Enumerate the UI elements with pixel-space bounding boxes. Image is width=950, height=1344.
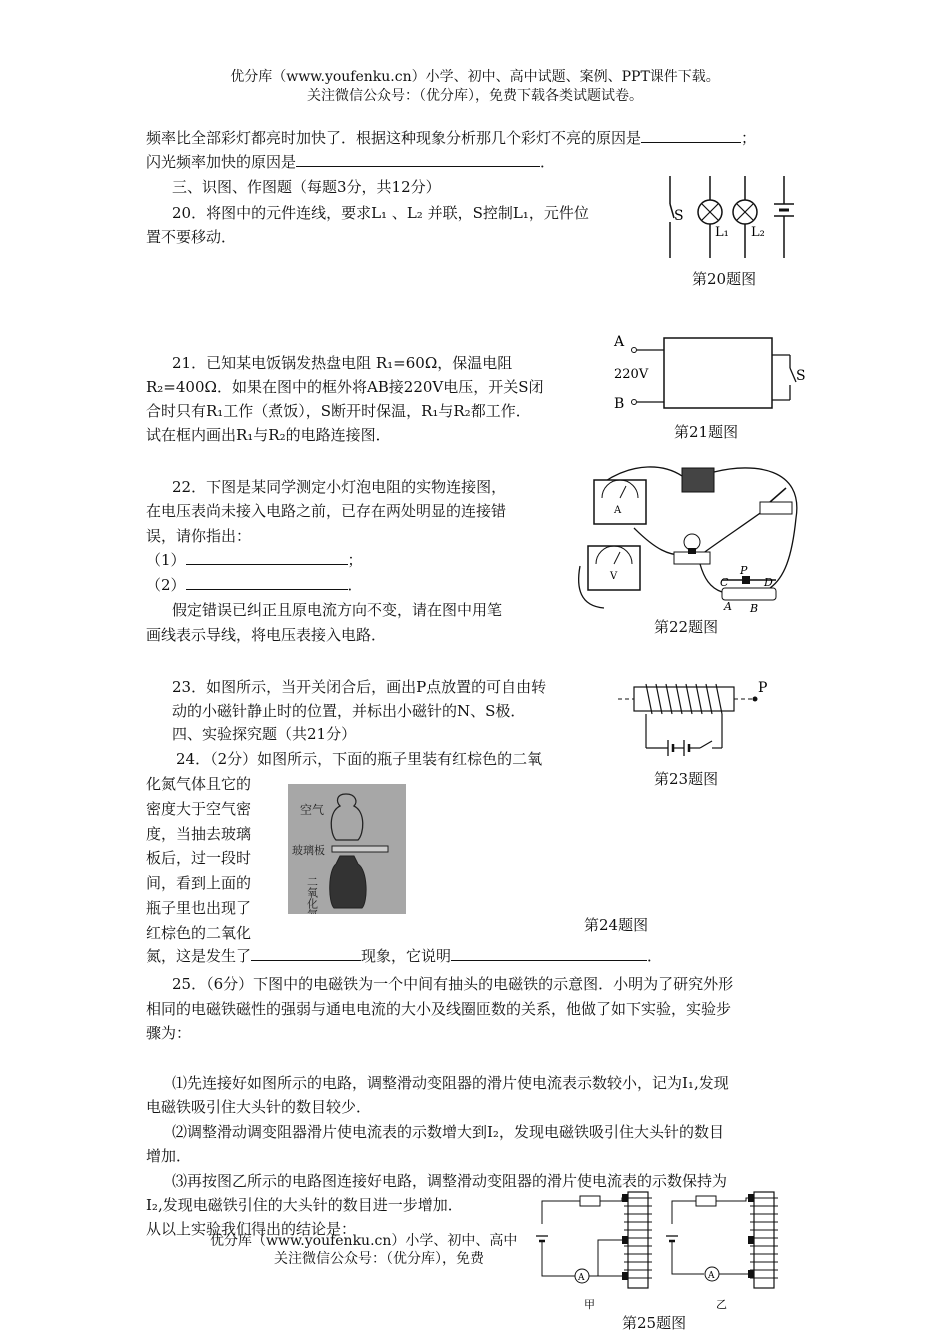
q19-blank-1[interactable] (641, 127, 741, 143)
q22-item-2: （2） ． (146, 576, 363, 594)
q25-line-3: 骤为： (146, 1024, 192, 1042)
footer-line-2: 关注微信公众号：（优分库），免费 (274, 1251, 484, 1267)
q24-gas-label: 二氧化氮 (305, 876, 319, 914)
bulb-icon (674, 534, 710, 564)
q24-wrap-line: 化氮气体且它的 (146, 775, 252, 793)
q25-step-3a: ⑶再按图乙所示的电路图连接好电路，调整滑动变阻器的滑片使电流表的示数保持为 (172, 1172, 728, 1190)
q21-voltage-label: 220V (614, 367, 649, 382)
q25-caption: 第25题图 (622, 1314, 687, 1332)
q23-caption: 第23题图 (654, 770, 719, 788)
q25-step-3b: I₂,发现电磁铁引住的大头针的数目进一步增加． (146, 1196, 463, 1214)
q24-bottle-photo (288, 784, 406, 914)
q21-line-3: 合时只有R₁工作（煮饭），S断开时保温，R₁与R₂都工作． (146, 402, 531, 420)
q25-jia-label: 甲 (584, 1298, 595, 1311)
q24-wrap-line: 度，当抽去玻璃 (146, 824, 252, 843)
q22-a2-label: A (724, 600, 732, 613)
q23-line-1: 23．如图所示，当开关闭合后，画出P点放置的可自由转 (172, 678, 547, 696)
q22-line-4: 假定错误已纠正且原电流方向不变，请在图中用笔 (172, 601, 503, 619)
q23-point-p (753, 697, 758, 702)
q20-l1-label: L₁ (715, 225, 729, 240)
q25-step-2a: ⑵调整滑动调变阻器滑片使电流表的示数增大到I₂，发现电磁铁吸引住大头针的数目 (172, 1123, 724, 1141)
q22-voltmeter-label: V (610, 571, 618, 582)
q21-line-4: 试在框内画出R₁与R₂的电路连接图． (146, 426, 391, 444)
q25-ammeter-jia: A (578, 1273, 585, 1283)
q22-p-label: P (740, 564, 748, 577)
q24-wrap-line: 瓶子里也出现了 (146, 898, 252, 917)
q23-figure (612, 678, 782, 758)
q20-line-2: 置不要移动． (146, 228, 237, 246)
q25-circuit-yi (666, 1192, 778, 1311)
q22-c-label: C (720, 576, 729, 589)
q24-wrap-line: 密度大于空气密 (146, 799, 252, 818)
q22-line-5: 画线表示导线，将电压表接入电路． (146, 626, 387, 644)
q20-l2-label: L₂ (751, 225, 765, 240)
q24-wrap-line: 红棕色的二氧化 (146, 923, 252, 942)
q21-a-label: A (614, 334, 625, 350)
q24-wrap-line: 间，看到上面的 (146, 874, 252, 893)
header-line-1: 优分库（www.youfenku.cn）小学、初中、高中试题、案例、PPT课件下载。 (230, 69, 720, 85)
q24-blank-2[interactable] (451, 945, 647, 961)
q22-item-1: （1） ； (146, 551, 363, 569)
section-3-heading: 三、识图、作图题（每题3分，共12分） (172, 178, 441, 196)
q19-line-1: 频率比全部彩灯都亮时加快了．根据这种现象分析那几个彩灯不亮的原因是 ； (146, 129, 757, 147)
q23-p-label: P (758, 680, 768, 696)
switch-icon (760, 488, 792, 514)
q24-last-line: 氮，这是发生了 现象，它说明 ． (146, 947, 663, 965)
lamp-l2-icon (733, 176, 765, 258)
header-line-2: 关注微信公众号：（优分库），免费下载各类试题试卷。 (307, 88, 643, 104)
q25-step-2b: 增加． (146, 1147, 192, 1165)
q25-step-1b: 电磁铁吸引住大头针的数目较少． (146, 1098, 372, 1116)
bottles-illustration (288, 784, 406, 914)
q25-ammeter-yi: A (708, 1271, 715, 1281)
q21-line-2: R₂=400Ω．如果在图中的框外将AB接220V电压，开关S闭 (146, 378, 544, 396)
q22-line-3: 误，请你指出： (146, 527, 252, 545)
q22-figure (574, 458, 814, 616)
battery-pack-icon (682, 468, 714, 492)
q25-conclusion: 从以上实验我们得出的结论是： (146, 1220, 357, 1238)
rheostat-icon (720, 564, 776, 615)
q25-figure (532, 1184, 812, 1314)
q21-line-1: 21．已知某电饭锅发热盘电阻 R₁=60Ω，保温电阻 (172, 354, 513, 372)
q25-circuit-jia (536, 1192, 652, 1311)
q19-blank-2[interactable] (296, 151, 540, 167)
q22-b-label: B (750, 602, 759, 615)
q21-b-label: B (614, 396, 625, 412)
q22-caption: 第22题图 (654, 618, 719, 636)
section-4-heading: 四、实验探究题（共21分） (172, 725, 357, 743)
q24-glass-label: 玻璃板 (292, 844, 325, 857)
coil-icon (646, 684, 722, 714)
q24-air-label: 空气 (300, 803, 325, 817)
q20-line-1: 20．将图中的元件连线，要求L₁ 、L₂ 并联，S控制L₁，元件位 (172, 204, 589, 222)
q24-caption: 第24题图 (584, 916, 649, 934)
q24-line-1: 24．（2分）如图所示，下面的瓶子里装有红棕色的二氧 (176, 750, 543, 768)
footer-line-1: 优分库（www.youfenku.cn）小学、初中、高中 (210, 1233, 518, 1249)
q20-s-label: S (674, 208, 684, 224)
q25-yi-label: 乙 (716, 1298, 727, 1311)
q24-wrap-line: 板后，过一段时 (146, 849, 252, 868)
q23-line-2: 动的小磁针静止时的位置，并标出小磁针的N、S极． (172, 702, 526, 720)
q21-figure (610, 330, 820, 416)
q20-figure (660, 174, 810, 260)
q24-blank-1[interactable] (251, 945, 361, 961)
q19-line-2: 闪光频率加快的原因是 ． (146, 153, 556, 171)
q22-blank-1[interactable] (186, 549, 348, 565)
q22-line-1: 22．下图是某同学测定小灯泡电阻的实物连接图， (172, 478, 507, 496)
q25-line-2: 相同的电磁铁磁性的强弱与通电电流的大小及线圈匝数的关系，他做了如下实验，实验步 (146, 1000, 732, 1018)
q22-blank-2[interactable] (186, 574, 348, 590)
q21-s-label: S (796, 368, 806, 384)
q25-step-1a: ⑴先连接好如图所示的电路，调整滑动变阻器的滑片使电流表示数较小，记为I₁,发现 (172, 1074, 729, 1092)
q23-switch-icon (700, 741, 712, 748)
lamp-l1-icon (698, 176, 729, 258)
q22-line-2: 在电压表尚未接入电路之前，已存在两处明显的连接错 (146, 502, 507, 520)
ammeter-icon (594, 480, 646, 524)
battery-icon (774, 176, 794, 258)
q21-caption: 第21题图 (674, 423, 739, 441)
q20-caption: 第20题图 (692, 270, 757, 288)
switch-s-icon (670, 176, 684, 258)
q21-blank-box[interactable] (664, 338, 772, 408)
q22-d-label: D (764, 576, 773, 589)
voltmeter-icon (588, 546, 640, 590)
q24-wrapped-text (146, 772, 276, 946)
q22-ammeter-label: A (614, 505, 622, 516)
q25-line-1: 25．（6分）下图中的电磁铁为一个中间有抽头的电磁铁的示意图．小明为了研究外形 (172, 975, 734, 993)
